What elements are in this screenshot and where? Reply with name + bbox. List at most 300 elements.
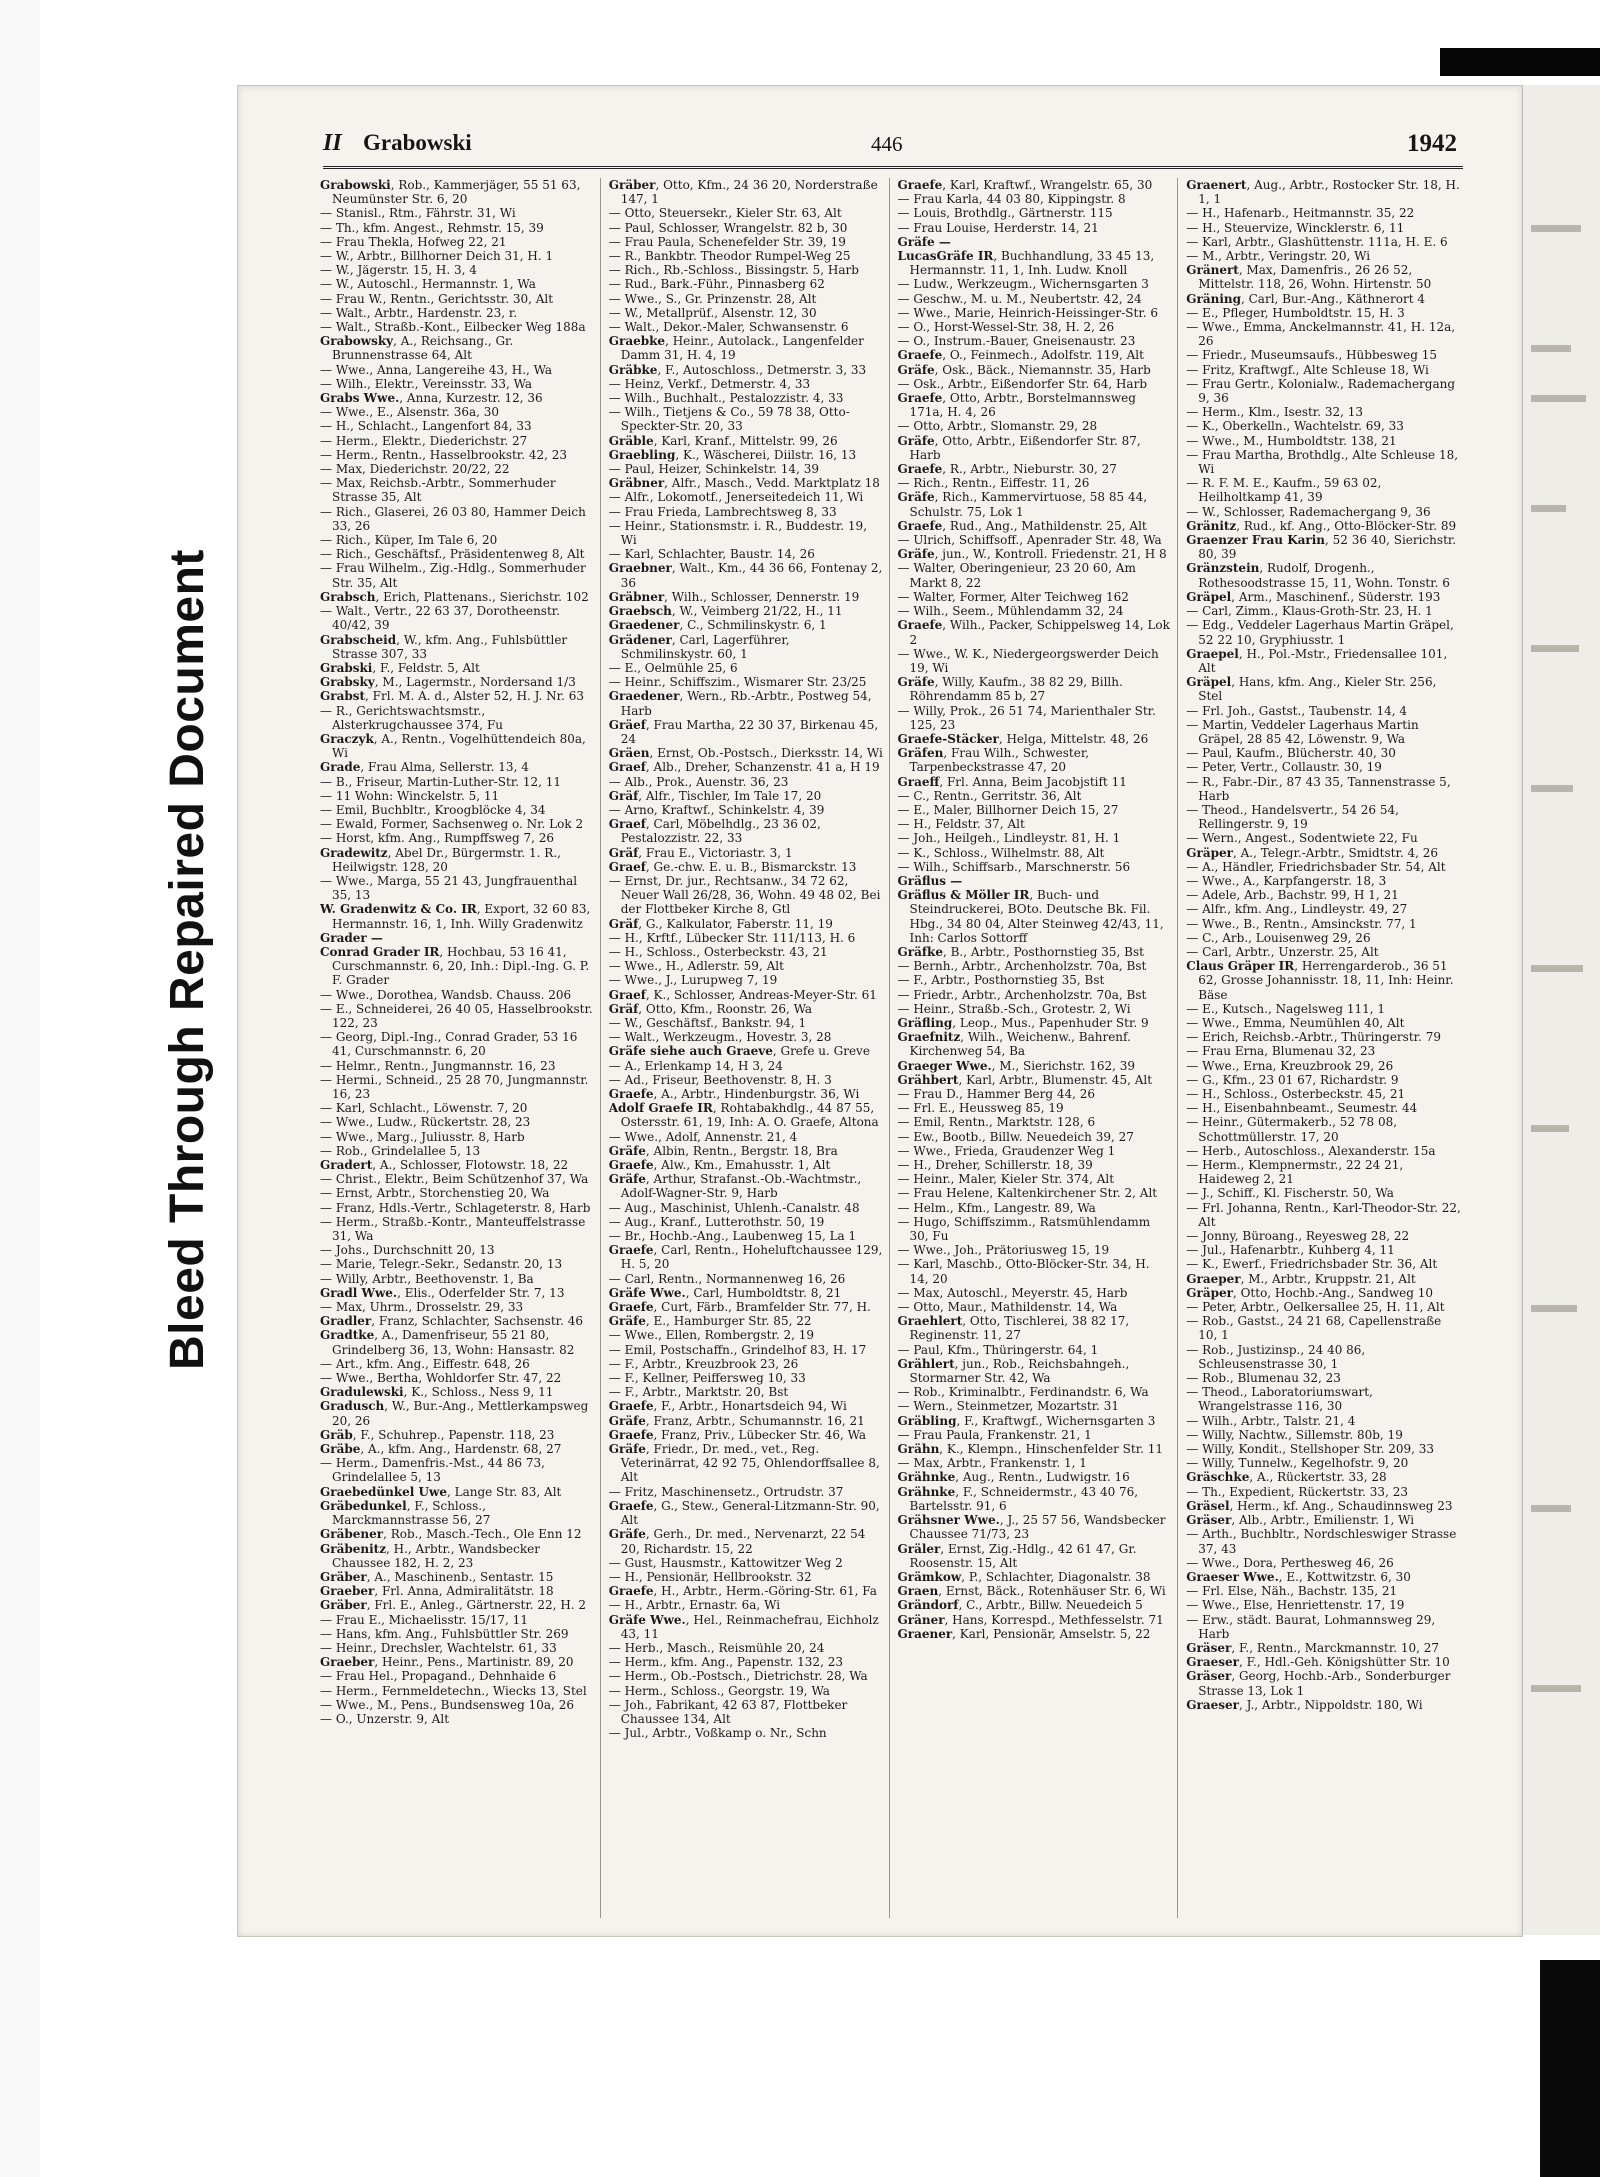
entry-surname: Graen — [897, 1584, 939, 1599]
entry-surname: Gräpel — [1186, 589, 1232, 604]
entry-surname: Grabsch — [320, 589, 376, 604]
entry-surname: Gräfe — [608, 1143, 646, 1158]
entry-surname: Graefe — [897, 462, 943, 477]
directory-entry: — Rob., Kriminalbtr., Ferdinandstr. 6, Wa — [897, 1385, 1149, 1400]
directory-entry: — Joh., Heilgeh., Lindleystr. 81, H. 1 — [897, 831, 1121, 846]
directory-entry: — 11 Wohn: Winckelstr. 5, 11 — [320, 788, 500, 803]
directory-entry: — Frl. Johanna, Rentn., Karl-Theodor-Str. 22, Alt — [1186, 1200, 1461, 1229]
directory-entry: — Carl, Zimm., Klaus-Groth-Str. 23, H. 1 — [1186, 604, 1433, 619]
entry-surname: Graener — [897, 1626, 953, 1641]
directory-entry: — Walt., Vertr., 22 63 37, Dorotheenstr. 40/42, 39 — [320, 604, 561, 633]
directory-entry: — Karl, Maschb., Otto-Blöcker-Str. 34, H. 14, 20 — [897, 1257, 1150, 1286]
directory-entry: — Heinr., Gütermakerb., 52 78 08, Schottmüllerstr. 17, 20 — [1186, 1115, 1398, 1144]
entry-surname: Graefe — [608, 1300, 654, 1315]
directory-entry: — Heinr., Schiffszim., Wismarer Str. 23/25 — [608, 675, 867, 690]
entry-surname: Gräbner — [608, 476, 665, 491]
directory-entry: Gräbling, F., Kraftwgf., Wichernsgarten 3 — [897, 1413, 1156, 1428]
directory-entry: — Wwe., H., Adlerstr. 59, Alt — [608, 959, 784, 974]
directory-entry: — Wwe., Anna, Langereihe 43, H., Wa — [320, 362, 553, 377]
entry-surname: Gräfe — [897, 547, 935, 562]
directory-entry: Graeff, Frl. Anna, Beim Jacobjstift 11 — [897, 774, 1127, 789]
directory-entry: Gräber, Otto, Kfm., 24 36 20, Norderstraße 147, 1 — [608, 178, 878, 207]
directory-entry: Gräser, Georg, Hochb.-Arb., Sonderburger Strasse 13, Lok 1 — [1186, 1669, 1451, 1698]
directory-entry: — Wilh., Schiffsarb., Marschnerstr. 56 — [897, 859, 1131, 874]
directory-entry: Gräschke, A., Rückertstr. 33, 28 — [1186, 1470, 1387, 1485]
directory-entry: — Wwe., Joh., Prätoriusweg 15, 19 — [897, 1243, 1110, 1258]
entry-surname: Graeber — [320, 1584, 375, 1599]
directory-entry: — Arno, Kraftwf., Schinkelstr. 4, 39 — [608, 802, 825, 817]
entry-surname: Graedener — [608, 618, 680, 633]
entry-surname: Gräfe — [608, 1314, 646, 1329]
directory-entry: — Frl. E., Heussweg 85, 19 — [897, 1101, 1064, 1116]
entry-surname: Grabs Wwe. — [320, 391, 400, 406]
directory-entry: Grähn, K., Klempn., Hinschenfelder Str. 11 — [897, 1442, 1164, 1457]
directory-entry: Graeber, Heinr., Pens., Martinistr. 89, 20 — [320, 1655, 574, 1670]
directory-entry: Graenzer Frau Karin, 52 36 40, Sierichstr. 80, 39 — [1186, 533, 1457, 562]
directory-entry: — Paul, Kfm., Thüringerstr. 64, 1 — [897, 1342, 1099, 1357]
directory-entry: — Ernst, Arbtr., Storchenstieg 20, Wa — [320, 1186, 550, 1201]
directory-entry: Gräfe, Franz, Arbtr., Schumannstr. 16, 21 — [608, 1413, 865, 1428]
directory-entry: W. Gradenwitz & Co. IR, Export, 32 60 83, Hermannstr. 16, 1, Inh. Willy Gradenwitz — [320, 902, 591, 931]
entry-surname: Gräsel — [1186, 1498, 1230, 1513]
entry-surname: Gräfe — [897, 433, 935, 448]
directory-entry: — Louis, Brothdlg., Gärtnerstr. 115 — [897, 206, 1113, 221]
directory-entry: — Max, Arbtr., Frankenstr. 1, 1 — [897, 1456, 1087, 1471]
directory-entry: Gräfe, E., Hamburger Str. 85, 22 — [608, 1314, 812, 1329]
directory-entry: — Wwe., M., Pens., Bundsensweg 10a, 26 — [320, 1697, 574, 1712]
directory-entry: Gräbe, A., kfm. Ang., Hardenstr. 68, 27 — [320, 1442, 562, 1457]
directory-entry: Gräbner, Alfr., Masch., Vedd. Marktplatz 18 — [608, 476, 880, 491]
entry-surname: Grabst — [320, 689, 366, 704]
column-2 — [609, 178, 890, 1918]
directory-entry: — F., Arbtr., Kreuzbrook 23, 26 — [608, 1356, 799, 1371]
directory-entry: — Paul, Schlosser, Wrangelstr. 82 b, 30 — [608, 220, 848, 235]
entry-surname: Graeff — [897, 774, 940, 789]
directory-entry: — K., Ewerf., Friedrichsbader Str. 36, Alt — [1186, 1257, 1438, 1272]
entry-surname: Adolf Graefe IR — [608, 1101, 713, 1116]
directory-entry: Graedener, C., Schmilinskystr. 6, 1 — [608, 618, 827, 633]
directory-entry: — Wwe., A., Karpfangerstr. 18, 3 — [1186, 873, 1387, 888]
directory-entry: Gräfe, Gerh., Dr. med., Nervenarzt, 22 54 20, Richardstr. 15, 22 — [608, 1527, 866, 1556]
directory-entry: — Friedr., Arbtr., Archenholzstr. 70a, Bst — [897, 987, 1147, 1002]
entry-surname: Grabsky — [320, 675, 375, 690]
entry-surname: Graef — [608, 760, 646, 775]
entry-surname: Gräbke — [608, 362, 658, 377]
directory-entry: Gräbedunkel, F., Schloss., Marckmannstrasse 56, 27 — [320, 1498, 491, 1528]
directory-entry: Graeber, Frl. Anna, Admiralitätstr. 18 — [320, 1584, 554, 1599]
directory-entry: — Willy, Prok., 26 51 74, Marienthaler Str. 125, 23 — [897, 703, 1156, 732]
directory-entry: — Jul., Hafenarbtr., Kuhberg 4, 11 — [1186, 1243, 1395, 1258]
directory-entry: — O., Horst-Wessel-Str. 38, H. 2, 26 — [897, 320, 1115, 335]
directory-entry: — Wilh., Tietjens & Co., 59 78 38, Otto-Speckter-Str. 20, 33 — [608, 405, 850, 434]
directory-entry: — Rich., Rb.-Schloss., Bissingstr. 5, Harb — [608, 263, 859, 278]
directory-entry: — Herb., Masch., Reismühle 20, 24 — [608, 1640, 825, 1655]
directory-entry: Graefe, H., Arbtr., Herm.-Göring-Str. 61, Fa — [608, 1584, 877, 1599]
directory-entry: — Carl, Arbtr., Unzerstr. 25, Alt — [1186, 944, 1379, 959]
directory-entry: — Friedr., Museumsaufs., Hübbesweg 15 — [1186, 348, 1438, 363]
entry-surname: Gräfe — [608, 1527, 646, 1542]
directory-entry: — Walt., Straßb.-Kont., Eilbecker Weg 188a — [320, 320, 586, 335]
directory-entry: — Aug., Kranf., Lutterothstr. 50, 19 — [608, 1214, 825, 1229]
directory-entry: Graef, Alb., Dreher, Schanzenstr. 41 a, H 19 — [608, 760, 880, 775]
directory-entry: — Frau Helene, Kaltenkirchener Str. 2, Alt — [897, 1186, 1158, 1201]
directory-entry: — Frau E., Michaelisstr. 15/17, 11 — [320, 1612, 528, 1627]
directory-entry: Graefe, O., Feinmech., Adolfstr. 119, Alt — [897, 348, 1144, 363]
entry-surname: Gräfe siehe auch Graeve — [608, 1044, 773, 1059]
entry-surname: Gradl Wwe. — [320, 1285, 398, 1300]
entry-surname: Gräfe Wwe. — [608, 1612, 686, 1627]
directory-entry: — Osk., Arbtr., Eißendorfer Str. 64, Harb — [897, 376, 1147, 391]
directory-entry: — Marie, Telegr.-Sekr., Sedanstr. 20, 13 — [320, 1257, 563, 1272]
directory-entry: Gradewitz, Abel Dr., Bürgermstr. 1. R., Heilwigstr. 128, 20 — [320, 845, 561, 874]
directory-entry: Graebedünkel Uwe, Lange Str. 83, Alt — [320, 1484, 562, 1499]
directory-entry: — Wwe., Marie, Heinrich-Heissinger-Str. 6 — [897, 305, 1159, 320]
page-number: 446 — [871, 132, 903, 156]
directory-entry: — Herm., Klm., Isestr. 32, 13 — [1186, 405, 1364, 420]
directory-entry: — Jul., Arbtr., Voßkamp o. Nr., Schn — [608, 1726, 827, 1741]
directory-entry: Gradler, Franz, Schlachter, Sachsenstr. 46 — [320, 1314, 583, 1329]
adjacent-page-edge — [1522, 85, 1600, 1935]
entry-surname: Gräfe — — [897, 234, 951, 249]
column-4 — [1186, 178, 1466, 1918]
entry-surname: Gräfe — [608, 1172, 646, 1187]
entry-surname: Graef — [608, 987, 646, 1002]
directory-entry: Graenert, Aug., Arbtr., Rostocker Str. 18, H. 1, 1 — [1186, 178, 1460, 207]
directory-entry: — E., Schneiderei, 26 40 05, Hasselbrookstr. 122, 23 — [320, 1001, 593, 1030]
directory-entry: Grählert, jun., Rob., Reichsbahngeh., Stormarner Str. 42, Wa — [897, 1356, 1130, 1386]
directory-entry: — H., Arbtr., Ernastr. 6a, Wi — [608, 1598, 781, 1613]
directory-entry: — Ludw., Werkzeugm., Wichernsgarten 3 — [897, 277, 1149, 292]
directory-entry: — Willy, Kondit., Stellshoper Str. 209, 33 — [1186, 1442, 1435, 1457]
entry-surname: Gräser — [1186, 1640, 1232, 1655]
entry-surname: Graefe — [608, 1427, 654, 1442]
directory-entry: — H., Schlacht., Langenfort 84, 33 — [320, 419, 532, 434]
directory-entry: — Arth., Buchbltr., Nordschleswiger Strasse 37, 43 — [1186, 1527, 1457, 1556]
entry-surname: Graeser — [1186, 1697, 1239, 1712]
entry-surname: Gräf — [608, 845, 639, 860]
directory-entry: — F., Arbtr., Marktstr. 20, Bst — [608, 1385, 789, 1400]
entry-surname: Grade — [320, 760, 361, 775]
entry-surname: Grader — — [320, 930, 383, 945]
directory-entry: — Karl, Schlachter, Baustr. 14, 26 — [608, 547, 815, 562]
directory-entry: — Wwe., Erna, Kreuzbrook 29, 26 — [1186, 1058, 1394, 1073]
directory-entry: Grädener, Carl, Lagerführer, Schmilinskystr. 60, 1 — [608, 632, 790, 661]
directory-entry: Graefe, Carl, Rentn., Hoheluftchaussee 129, H. 5, 20 — [608, 1243, 883, 1272]
directory-entry: — G., Kfm., 23 01 67, Richardstr. 9 — [1186, 1072, 1399, 1087]
directory-entry: Gräfen, Frau Wilh., Schwester, Tarpenbeckstrasse 47, 20 — [897, 746, 1090, 775]
entry-surname: Gräf — [608, 916, 639, 931]
directory-entry: Grähnke, Aug., Rentn., Ludwigstr. 16 — [897, 1470, 1130, 1485]
entry-surname: Graef — [608, 817, 646, 832]
directory-entry: — Frau Martha, Brothdlg., Alte Schleuse 18, Wi — [1186, 447, 1459, 477]
directory-entry: — Th., kfm. Angest., Rehmstr. 15, 39 — [320, 220, 544, 235]
directory-entry: Gränert, Max, Damenfris., 26 26 52, Mittelstr. 118, 26, Wohn. Hirtenstr. 50 — [1186, 263, 1432, 292]
entry-surname: Gräfe — [608, 1413, 646, 1428]
directory-entry: — Frau W., Rentn., Gerichtsstr. 30, Alt — [320, 291, 554, 306]
entry-surname: Graef — [608, 859, 646, 874]
directory-entry: — Emil, Postschaffn., Grindelhof 83, H. 17 — [608, 1342, 867, 1357]
directory-entry: — Wwe., J., Lurupweg 7, 19 — [608, 973, 778, 988]
directory-entry: Grabski, F., Feldstr. 5, Alt — [320, 660, 480, 675]
entry-surname: Gräble — [608, 433, 654, 448]
entry-surname: Gradewitz — [320, 845, 388, 860]
directory-entry: — Heinr., Maler, Kieler Str. 374, Alt — [897, 1172, 1115, 1187]
directory-entry: — Wwe., Bertha, Wohldorfer Str. 47, 22 — [320, 1371, 562, 1386]
directory-entry: — Herm., Elektr., Diederichstr. 27 — [320, 433, 528, 448]
directory-entry: Graef, Ge.-chw. E. u. B., Bismarckstr. 13 — [608, 859, 857, 874]
directory-entry: Gräfe, Arthur, Strafanst.-Ob.-Wachtmstr., Adolf-Wagner-Str. 9, Harb — [608, 1172, 862, 1201]
entry-surname: Gräser — [1186, 1669, 1232, 1684]
entry-surname: Graefe — [608, 1158, 654, 1173]
entry-surname: Graebling — [608, 447, 676, 462]
directory-entry: — Hans, kfm. Ang., Fuhlsbüttler Str. 269 — [320, 1626, 569, 1641]
entry-surname: Gräner — [897, 1612, 945, 1627]
directory-entry: — Wern., Steinmetzer, Mozartstr. 31 — [897, 1399, 1120, 1414]
directory-entry: — Christ., Elektr., Beim Schützenhof 37, Wa — [320, 1172, 589, 1187]
directory-entry: Graepel, H., Pol.-Mstr., Friedensallee 101, Alt — [1186, 646, 1448, 675]
directory-entry: Gräfke, B., Arbtr., Posthornstieg 35, Bst — [897, 944, 1144, 959]
directory-entry: — Helmr., Rentn., Jungmannstr. 16, 23 — [320, 1058, 556, 1073]
directory-entry: Gradl Wwe., Elis., Oderfelder Str. 7, 13 — [320, 1285, 565, 1300]
directory-entry: Graebner, Walt., Km., 44 36 66, Fontenay 2, 36 — [608, 561, 883, 590]
directory-entry: — E., Pfleger, Humboldtstr. 15, H. 3 — [1186, 305, 1405, 320]
directory-entry: Gränitz, Rud., kf. Ang., Otto-Blöcker-Str. 89 — [1186, 518, 1457, 533]
directory-entry: — Gust, Hausmstr., Kattowitzer Weg 2 — [608, 1555, 843, 1570]
scan-margin — [0, 0, 40, 2177]
directory-entry: Grabst, Frl. M. A. d., Alster 52, H. J. Nr. 63 — [320, 689, 584, 704]
directory-entry: Grändorf, C., Arbtr., Billw. Neuedeich 5 — [897, 1598, 1143, 1613]
entry-surname: Gränitz — [1186, 518, 1237, 533]
entry-surname: Gräser — [1186, 1513, 1232, 1528]
directory-entry: — Ew., Bootb., Billw. Neuedeich 39, 27 — [897, 1129, 1134, 1144]
directory-entry: — Wilh., Buchhalt., Pestalozzistr. 4, 33 — [608, 391, 844, 406]
directory-entry: — K., Schloss., Wilhelmstr. 88, Alt — [897, 845, 1105, 860]
directory-entry: — Wilh., Seem., Mühlendamm 32, 24 — [897, 604, 1124, 619]
directory-entry: Grabsky, M., Lagermstr., Nordersand 1/3 — [320, 675, 576, 690]
directory-entry: — Wwe., S., Gr. Prinzenstr. 28, Alt — [608, 291, 817, 306]
directory-entry: — Max, Reichsb.-Arbtr., Sommerhuder Strasse 35, Alt — [320, 476, 556, 505]
directory-entry: Graefe, Franz, Priv., Lübecker Str. 46, Wa — [608, 1427, 867, 1442]
directory-entry: — Peter, Arbtr., Oelkersallee 25, H. 11, Alt — [1186, 1300, 1445, 1315]
directory-entry: — Frl. Else, Näh., Bachstr. 135, 21 — [1186, 1584, 1398, 1599]
directory-entry: — Herm., Straßb.-Kontr., Manteuffelstrasse 31, Wa — [320, 1214, 586, 1244]
entry-surname: Graenert — [1186, 178, 1247, 192]
directory-entry: — Wwe., Ludw., Rückertstr. 28, 23 — [320, 1115, 531, 1130]
entry-surname: Gräfen — [897, 746, 944, 761]
directory-entry: — H., Schloss., Osterbeckstr. 45, 21 — [1186, 1087, 1406, 1101]
directory-entry: Gräfe, Rich., Kammervirtuose, 58 85 44, Schulstr. 75, Lok 1 — [897, 490, 1148, 519]
directory-entry: — H., Schloss., Osterbeckstr. 43, 21 — [608, 944, 828, 959]
directory-entry: — Wwe., Dora, Perthesweg 46, 26 — [1186, 1555, 1394, 1570]
directory-entry: — H., Steuervize, Wincklerstr. 6, 11 — [1186, 220, 1405, 235]
directory-entry: — Herm., Schloss., Georgstr. 19, Wa — [608, 1683, 830, 1698]
directory-entry: Gräbenitz, H., Arbtr., Wandsbecker Chaussee 182, H. 2, 23 — [320, 1541, 540, 1570]
top-right-scan-border — [1440, 48, 1600, 76]
entry-surname: Graeper — [1186, 1271, 1241, 1286]
directory-entry: — Karl, Schlacht., Löwenstr. 7, 20 — [320, 1101, 528, 1116]
directory-entry: — Carl, Rentn., Normannenweg 16, 26 — [608, 1271, 846, 1286]
directory-entry: — Herm., Fernmeldetechn., Wiecks 13, Stel — [320, 1683, 587, 1698]
directory-entry: — Wern., Angest., Sodentwiete 22, Fu — [1186, 831, 1418, 846]
entry-surname: Gränert — [1186, 263, 1239, 278]
entry-surname: Gradusch — [320, 1399, 385, 1414]
directory-entry: — E., Kutsch., Nagelsweg 111, 1 — [1186, 1001, 1386, 1016]
entry-surname: Gräfe — [897, 362, 935, 377]
directory-entry: — Adele, Arb., Bachstr. 99, H 1, 21 — [1186, 888, 1399, 903]
directory-entry: — Ad., Friseur, Beethovenstr. 8, H. 3 — [608, 1072, 832, 1087]
directory-entry: — Max, Autoschl., Meyerstr. 45, Harb — [897, 1285, 1128, 1300]
entry-surname: Gräfe — [608, 1442, 646, 1457]
running-head-name: Grabowski — [363, 130, 472, 155]
directory-entry: Graeser, F., Hdl.-Geh. Königshütter Str. 10 — [1186, 1655, 1450, 1670]
directory-entry: Gräler, Ernst, Zig.-Hdlg., 42 61 47, Gr. Roosenstr. 15, Alt — [897, 1541, 1137, 1570]
directory-entry: — H., Dreher, Schillerstr. 18, 39 — [897, 1158, 1093, 1173]
directory-entry: — Wwe., W. K., Niedergeorgswerder Deich 19, Wi — [897, 646, 1159, 675]
entry-surname: Gräbenitz — [320, 1541, 387, 1556]
entry-surname: Gräfe Wwe. — [608, 1285, 686, 1300]
directory-entry: Gräpel, Arm., Maschinenf., Süderstr. 193 — [1186, 589, 1441, 604]
directory-entry: — R. F. M. E., Kaufm., 59 63 02, Heilholtkamp 41, 39 — [1186, 476, 1382, 505]
directory-entry: — W., Autoschl., Hermannstr. 1, Wa — [320, 277, 536, 292]
directory-entry: — Alb., Prok., Auenstr. 36, 23 — [608, 774, 789, 789]
entry-surname: Graeger Wwe. — [897, 1058, 992, 1073]
directory-entry: — Rich., Geschäftsf., Präsidentenweg 8, Alt — [320, 547, 585, 562]
directory-entry: — Heinz, Verkf., Detmerstr. 4, 33 — [608, 376, 811, 391]
directory-entry: Graeser, J., Arbtr., Nippoldstr. 180, Wi — [1186, 1697, 1423, 1712]
directory-entry: — Wwe., Frieda, Graudenzer Weg 1 — [897, 1143, 1116, 1158]
directory-entry: Graczyk, A., Rentn., Vogelhüttendeich 80a, Wi — [320, 731, 586, 761]
directory-entry: Graefe, Otto, Arbtr., Borstelmannsweg 171a, H. 4, 26 — [897, 391, 1136, 420]
entry-surname: Gradulewski — [320, 1385, 404, 1400]
directory-entry: — H., Krftf., Lübecker Str. 111/113, H. 6 — [608, 930, 856, 945]
entry-surname: Grählert — [897, 1356, 955, 1371]
entry-surname: Graefe — [897, 348, 943, 363]
directory-entry: — O., Instrum.-Bauer, Gneisenaustr. 23 — [897, 334, 1136, 349]
entry-surname: Gräbedunkel — [320, 1498, 407, 1513]
directory-entry: Gräfe siehe auch Graeve, Grefe u. Greve — [608, 1044, 870, 1059]
directory-entry: — Rich., Glaserei, 26 03 80, Hammer Deich 33, 26 — [320, 504, 586, 533]
directory-entry: Graefe, A., Arbtr., Hindenburgstr. 36, Wi — [608, 1087, 860, 1101]
entry-surname: Grähbert — [897, 1072, 959, 1087]
directory-entry: Grähsner Wwe., J., 25 57 56, Wandsbecker Chaussee 71/73, 23 — [897, 1513, 1166, 1542]
directory-entry: — W., Schlosser, Rademachergang 9, 36 — [1186, 504, 1431, 519]
directory-entry: Graehlert, Otto, Tischlerei, 38 82 17, Reginenstr. 11, 27 — [897, 1314, 1130, 1343]
directory-entry: Graefe, Wilh., Packer, Schippelsweg 14, Lok 2 — [897, 618, 1170, 647]
directory-entry: — Th., Expedient, Rückertstr. 33, 23 — [1186, 1484, 1408, 1499]
directory-entry: — W., Metallprüf., Alsenstr. 12, 30 — [608, 305, 817, 320]
bleed-through-label: Bleed Through Repaired Document — [161, 549, 214, 1370]
entry-surname: Gräbener — [320, 1527, 384, 1542]
entry-surname: Gräper — [1186, 845, 1233, 860]
entry-surname: Graefe — [897, 618, 943, 633]
directory-entry — [898, 874, 1173, 888]
directory-entry: — E., Maler, Billhorner Deich 15, 27 — [897, 802, 1119, 817]
entry-surname: Gräen — [608, 746, 650, 761]
directory-entry: — W., Arbtr., Billhorner Deich 31, H. 1 — [320, 249, 554, 264]
entry-surname: Gräf — [608, 788, 639, 803]
directory-entry: — Emil, Rentn., Marktstr. 128, 6 — [897, 1115, 1096, 1130]
directory-entry: Graeger Wwe., M., Sierichstr. 162, 39 — [897, 1058, 1135, 1073]
entry-surname: Grabowski — [320, 178, 391, 192]
directory-entry: — H., Eisenbahnbeamt., Seumestr. 44 — [1186, 1101, 1418, 1116]
directory-entry: — Herm., Ob.-Postsch., Dietrichstr. 28, Wa — [608, 1669, 868, 1684]
directory-entry: Graen, Ernst, Bäck., Rotenhäuser Str. 6, Wi — [897, 1584, 1166, 1599]
entry-surname: Graefe-Stäcker — [897, 731, 999, 746]
directory-entry: — Geschw., M. u. M., Neubertstr. 42, 24 — [897, 291, 1142, 306]
directory-entry: Graefe, Curt, Färb., Bramfelder Str. 77, H. — [608, 1300, 871, 1315]
directory-entry: — Frau Frieda, Lambrechtsweg 8, 33 — [608, 504, 837, 519]
directory-entry: — Bernh., Arbtr., Archenholzstr. 70a, Bst — [897, 959, 1147, 974]
directory-entry: Claus Gräper IR, Herrengarderob., 36 51 62, Grosse Johannisstr. 18, 11, Inh: Heinr. Bäse — [1186, 959, 1454, 1002]
directory-entry: — Fritz, Maschinensetz., Ortrudstr. 37 — [608, 1484, 844, 1499]
entry-surname: Graefe — [608, 1087, 654, 1101]
directory-entry: — Emil, Buchbltr., Kroogblöcke 4, 34 — [320, 802, 546, 817]
entry-surname: Gräning — [1186, 291, 1241, 306]
entry-surname: Graczyk — [320, 731, 374, 746]
directory-entry: — Rob., Gastst., 24 21 68, Capellenstraße 10, 1 — [1186, 1314, 1442, 1343]
directory-entry: Gräf, Alfr., Tischler, Im Tale 17, 20 — [608, 788, 822, 803]
directory-entry: — Heinr., Straßb.-Sch., Grotestr. 2, Wi — [897, 1001, 1131, 1016]
entry-surname: Gräbling — [897, 1413, 957, 1428]
entry-surname: Graebsch — [608, 604, 672, 619]
directory-entry: — Wwe., Ellen, Rombergstr. 2, 19 — [608, 1328, 815, 1343]
directory-entry: — Stanisl., Rtm., Fährstr. 31, Wi — [320, 206, 516, 221]
directory-entry: — Jonny, Büroang., Reyesweg 28, 22 — [1186, 1229, 1410, 1244]
directory-entry: — Fritz, Kraftwgf., Alte Schleuse 18, Wi — [1186, 362, 1429, 377]
directory-entry: Gräser, Alb., Arbtr., Emilienstr. 1, Wi — [1186, 1513, 1415, 1528]
directory-entry: — Frl. Joh., Gastst., Taubenstr. 14, 4 — [1186, 703, 1407, 718]
directory-entry: Gräfe, Osk., Bäck., Niemannstr. 35, Harb — [897, 362, 1151, 377]
directory-entry: Graebling, K., Wäscherei, Diilstr. 16, 13 — [608, 447, 857, 462]
entry-surname: Gräfling — [897, 1015, 953, 1030]
directory-entry: — H., Feldstr. 37, Alt — [897, 817, 1025, 832]
entry-surname: Gränzstein — [1186, 561, 1260, 576]
directory-entry: — Br., Hochb.-Ang., Laubenweg 15, La 1 — [608, 1229, 857, 1244]
entry-surname: Graeser — [1186, 1655, 1239, 1670]
entry-surname: Gräber — [320, 1598, 367, 1613]
directory-entry: — Walt., Arbtr., Hardenstr. 23, r. — [320, 305, 518, 320]
directory-entry: — A., Erlenkamp 14, H 3, 24 — [608, 1058, 783, 1073]
entry-surname: Graefe — [608, 1584, 654, 1599]
directory-entry: — Hermi., Schneid., 25 28 70, Jungmannstr. 16, 23 — [320, 1072, 589, 1101]
entry-surname: Grädener — [608, 632, 672, 647]
directory-entry: Gradert, A., Schlosser, Flotowstr. 18, 22 — [320, 1158, 569, 1173]
directory-entry: — K., Oberkelln., Wachtelstr. 69, 33 — [1186, 419, 1404, 434]
directory-entry: Gräpel, Hans, kfm. Ang., Kieler Str. 256, Stel — [1186, 675, 1437, 704]
directory-entry: — R., Gerichtswachtsmstr., Alsterkrugchaussee 374, Fu — [320, 703, 503, 732]
directory-entry: — Frau Karla, 44 03 80, Kippingstr. 8 — [897, 192, 1126, 207]
directory-entry: — Alfr., kfm. Ang., Lindleystr. 49, 27 — [1186, 902, 1408, 917]
directory-entry: — Rob., Blumenau 32, 23 — [1186, 1371, 1341, 1386]
directory-entry: Grabscheid, W., kfm. Ang., Fuhlsbüttler Strasse 307, 33 — [320, 632, 568, 661]
directory-entry: Gräbner, Wilh., Schlosser, Dennerstr. 19 — [608, 589, 860, 604]
directory-entry: Gräen, Ernst, Ob.-Postsch., Dierksstr. 14, Wi — [608, 746, 883, 761]
directory-entry: — J., Schiff., Kl. Fischerstr. 50, Wa — [1186, 1186, 1394, 1201]
directory-entry: Graefe, R., Arbtr., Nieburstr. 30, 27 — [897, 462, 1117, 477]
directory-entry: — Frau Wilhelm., Zig.-Hdlg., Sommerhuder Str. 35, Alt — [320, 561, 586, 590]
directory-entry: Graef, Carl, Möbelhdlg., 23 36 02, Pestalozzistr. 22, 33 — [608, 817, 821, 846]
directory-entry: — Hugo, Schiffszimm., Ratsmühlendamm 30, Fu — [897, 1214, 1151, 1244]
directory-entry: — Frau Thekla, Hofweg 22, 21 — [320, 234, 507, 249]
directory-entry: Gräning, Carl, Bur.-Ang., Käthnerort 4 — [1186, 291, 1425, 306]
directory-columns — [320, 178, 1466, 1918]
directory-entry: — O., Unzerstr. 9, Alt — [320, 1711, 450, 1726]
directory-entry: Graefe, Rud., Ang., Mathildenstr. 25, Alt — [897, 518, 1147, 533]
entry-surname: Graedener — [608, 689, 680, 704]
directory-entry: Grade, Frau Alma, Sellerstr. 13, 4 — [320, 760, 529, 775]
directory-entry: Grabs Wwe., Anna, Kurzestr. 12, 36 — [320, 391, 543, 406]
directory-entry: Gräfe Wwe., Carl, Humboldtstr. 8, 21 — [608, 1285, 842, 1300]
